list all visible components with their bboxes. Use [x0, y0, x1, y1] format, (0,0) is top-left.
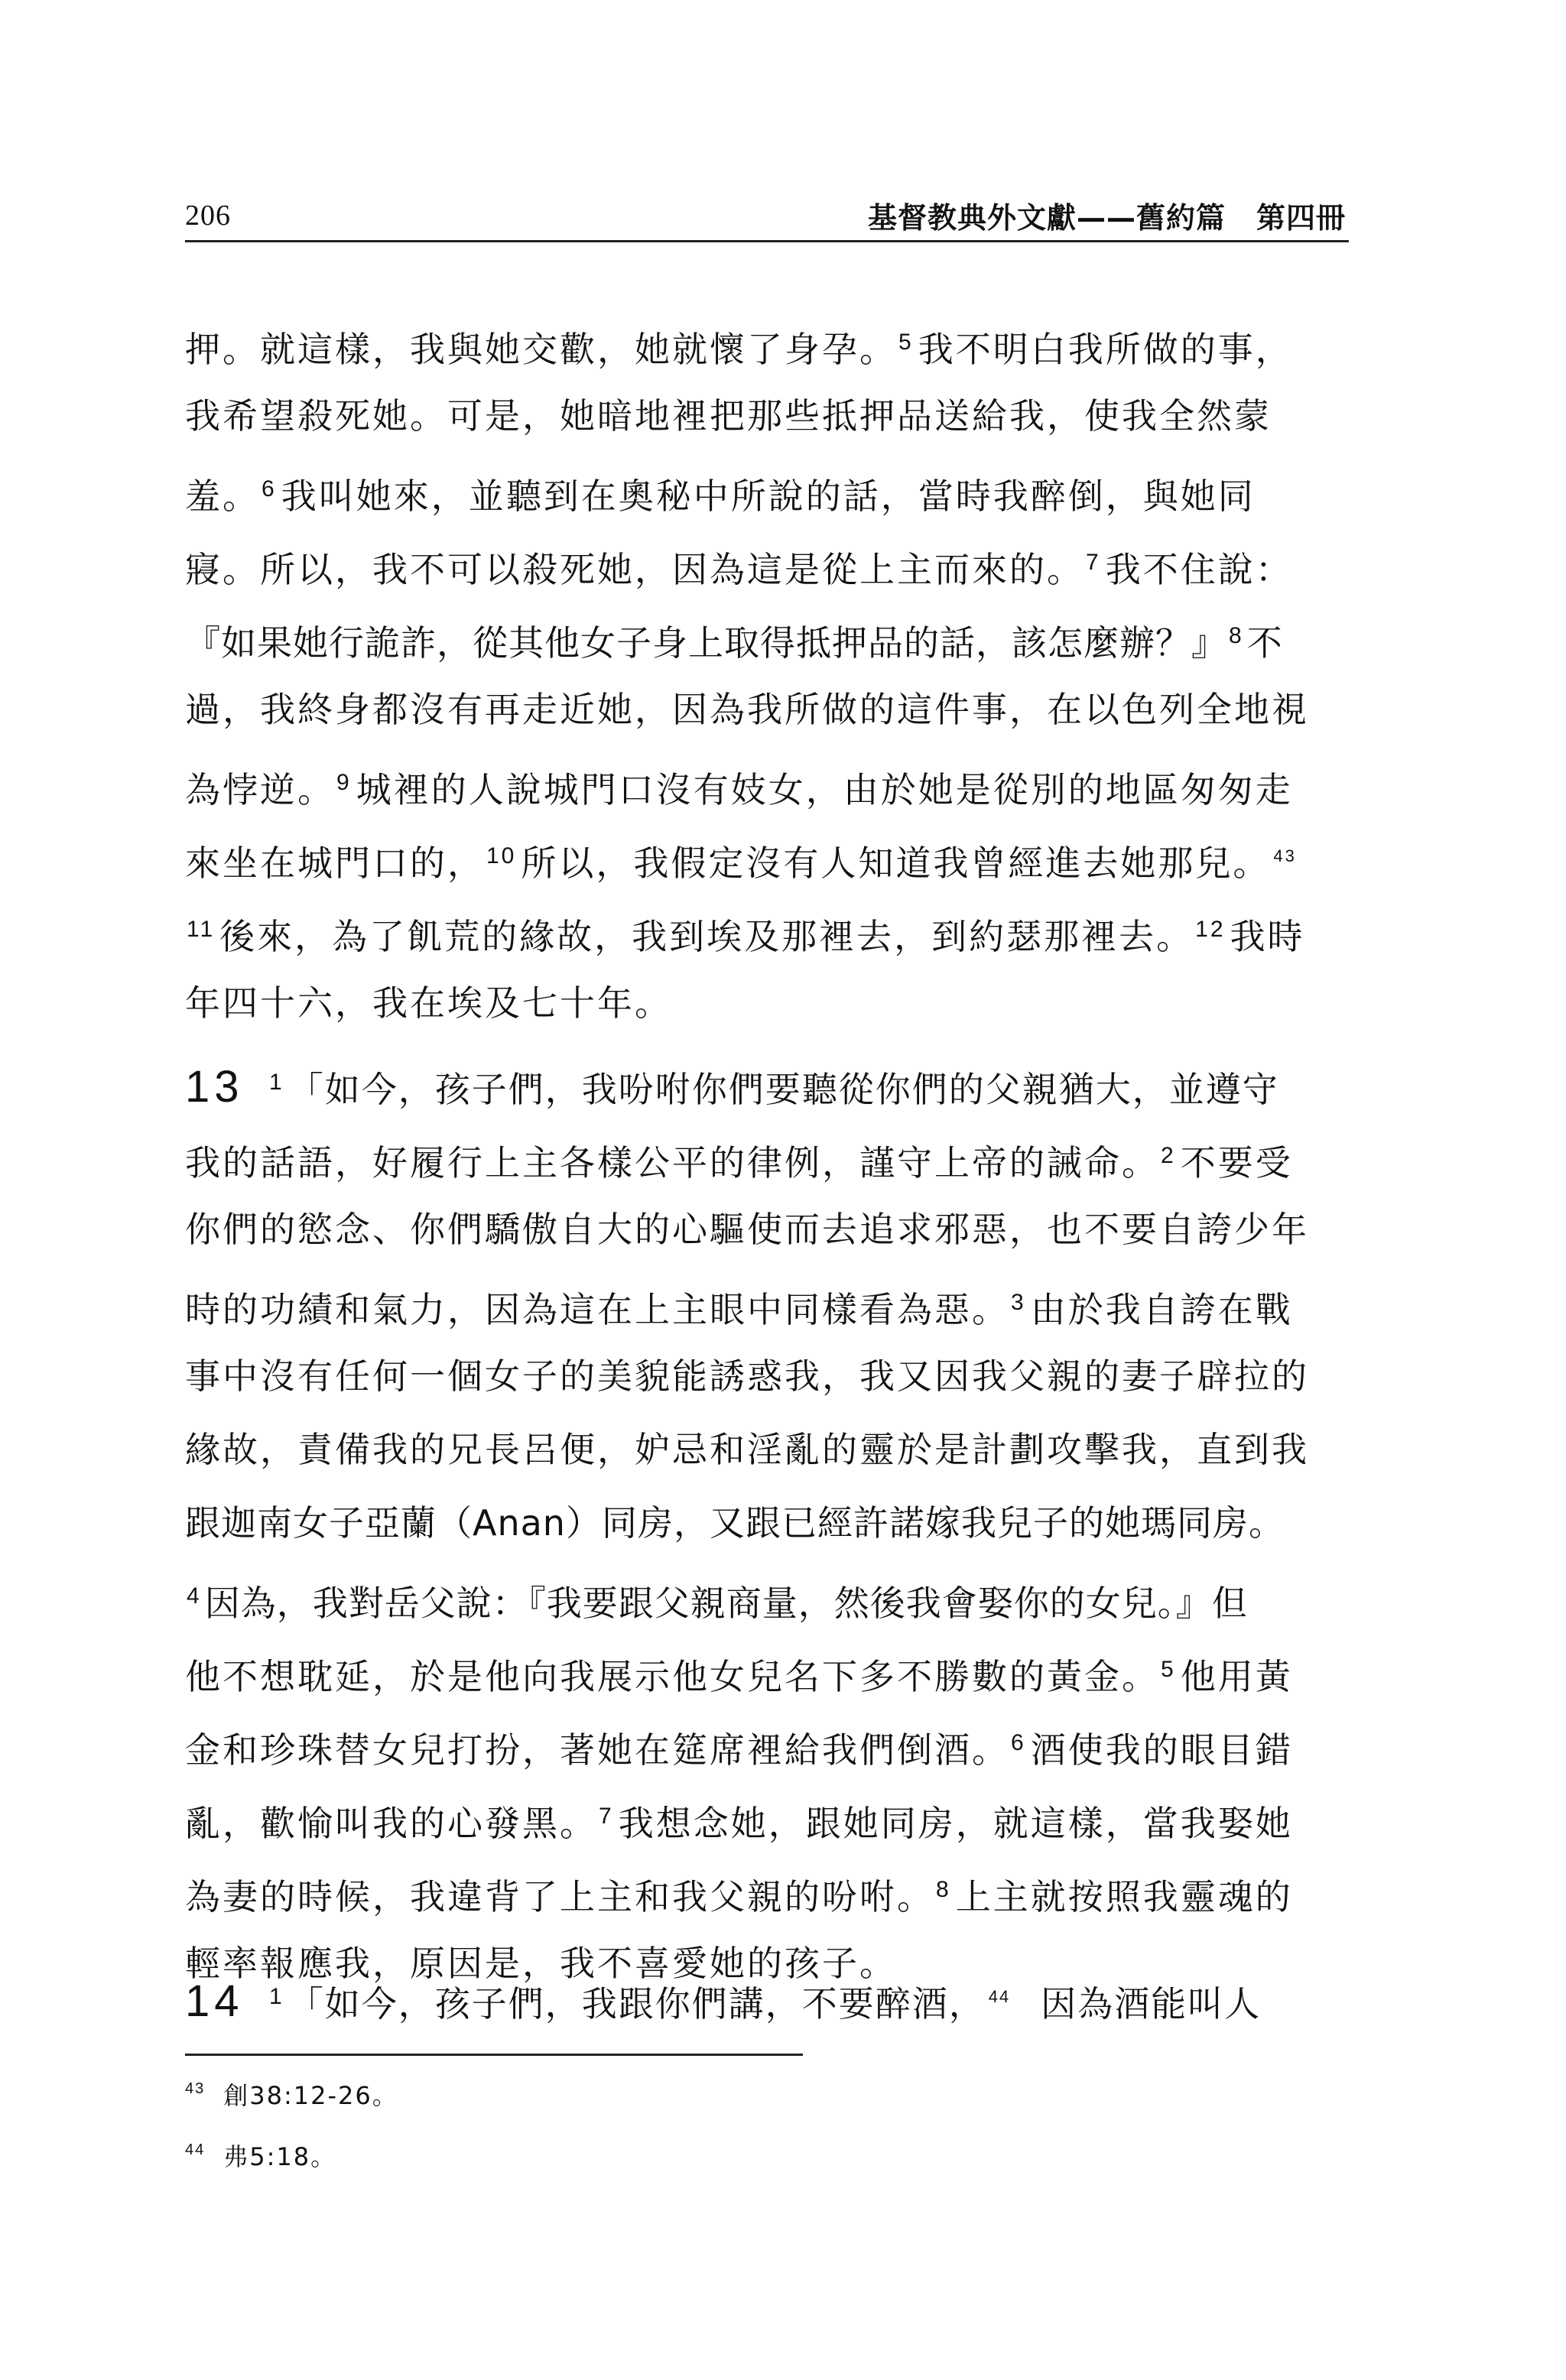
text-line: [185, 1853, 1293, 1927]
verse-text: 我的話語，好履行上主各樣公平的律例，謹守上帝的誡命。: [185, 1142, 1159, 1184]
verse-text: 年四十六，我在埃及七十年。: [185, 982, 672, 1024]
text-line: [185, 820, 1297, 893]
verse-number: 5: [1161, 1657, 1176, 1682]
verse-text: 金和珍珠替女兒打扮，著她在筵席裡給我們倒酒。: [185, 1729, 1009, 1771]
text-line: [185, 1413, 1309, 1486]
text-line: [185, 453, 1256, 526]
verse-text: 我想念她，跟她同房，就這樣，當我娶她: [618, 1803, 1293, 1844]
text-line: [185, 1486, 1285, 1560]
verse-text: 我時: [1230, 916, 1305, 957]
text-line: [185, 1046, 1279, 1119]
verse-text: 上主就按照我靈魂的: [955, 1876, 1293, 1917]
chapter-number: 14: [185, 1976, 244, 2026]
verse-text: 你們的慾念、你們驕傲自大的心驅使而去追求邪惡，也不要自誇少年: [185, 1209, 1309, 1250]
verse-text: 過，我終身都沒有再走近她，因為我所做的這件事，在以色列全地視: [185, 689, 1309, 730]
text-line: [185, 1266, 1293, 1339]
verse-text: 不: [1246, 622, 1283, 664]
text-line: [185, 1780, 1293, 1853]
text-line: [185, 966, 672, 1040]
verse-number: 4: [187, 1583, 200, 1609]
text-line: [185, 599, 1283, 673]
footnote-reference-44[interactable]: 44: [988, 1987, 1011, 2006]
text-line: [185, 1339, 1309, 1413]
verse-text: 來坐在城門口的，: [185, 843, 485, 884]
verse-text: 押。就這樣，我與她交歡，她就懷了身孕。: [185, 329, 897, 370]
verse-text: 羞。: [185, 476, 260, 517]
footnote-43: [185, 2076, 398, 2112]
text-line: [185, 1193, 1309, 1266]
text-line: [185, 526, 1293, 599]
book-title: 基督教典外文獻——舊約篇: [867, 201, 1226, 235]
verse-text: 後來，為了飢荒的緣故，我到埃及那裡去，到約瑟那裡去。: [219, 916, 1194, 957]
verse-text: 時的功績和氣力，因為這在上主眼中同樣看為惡。: [185, 1289, 1009, 1330]
verse-text: 城裡的人說城門口沒有妓女，由於她是從別的地區匆匆走: [356, 769, 1293, 810]
text-line: [185, 1960, 1261, 2034]
verse-text: 緣故，責備我的兄長呂便，妒忌和淫亂的靈於是計劃攻擊我，直到我: [185, 1429, 1309, 1470]
verse-text: 我希望殺死她。可是，她暗地裡把那些抵押品送給我，使我全然蒙: [185, 395, 1272, 437]
verse-number: 1: [269, 1984, 284, 2009]
verse-number: 3: [1011, 1290, 1026, 1315]
verse-number: 7: [1086, 550, 1101, 575]
verse-text: 跟迦南女子亞蘭（Anan）同房，又跟已經許諾嫁我兒子的她瑪同房。: [185, 1502, 1285, 1544]
running-header: [185, 193, 1349, 242]
verse-number: 1: [269, 1070, 284, 1095]
verse-number: 6: [1011, 1730, 1026, 1755]
verse-text: 寢。所以，我不可以殺死她，因為這是從上主而來的。: [185, 549, 1084, 590]
verse-text: 他不想耽延，於是他向我展示他女兒名下多不勝數的黃金。: [185, 1656, 1159, 1697]
footnote-44: [185, 2138, 336, 2173]
verse-text: 亂，歡愉叫我的心發黑。: [185, 1803, 597, 1844]
verse-number: 8: [1229, 623, 1243, 648]
verse-text: 「如今，孩子們，我吩咐你們要聽從你們的父親猶大，並遵守: [288, 1069, 1279, 1110]
verse-text: 為悖逆。: [185, 769, 335, 810]
verse-number: 6: [262, 476, 277, 502]
verse-text: 為妻的時候，我違背了上主和我父親的吩咐。: [185, 1876, 934, 1917]
text-line: [185, 673, 1309, 746]
verse-text: 我不住說：: [1105, 549, 1293, 590]
verse-text: 「如今，孩子們，我跟你們講，不要醉酒，: [288, 1983, 986, 2024]
verse-text: 我不明白我所做的事，: [918, 329, 1293, 370]
volume-label: 第四冊: [1256, 201, 1346, 235]
verse-number: 8: [936, 1877, 951, 1902]
footnote-mark: 44: [185, 2141, 206, 2158]
footnote-reference-43[interactable]: 43: [1273, 846, 1297, 865]
verse-number: 2: [1161, 1143, 1176, 1168]
text-line: [185, 1706, 1293, 1780]
verse-number: 7: [599, 1804, 614, 1829]
verse-number: 5: [898, 330, 914, 355]
verse-text: 所以，我假定沒有人知道我曾經進去她那兒。: [521, 843, 1271, 884]
verse-text: 因為，我對岳父說：『我要跟父親商量，然後我會娶你的女兒。』但: [204, 1583, 1248, 1624]
verse-text: 酒使我的眼目錯: [1030, 1729, 1293, 1771]
running-title: [868, 194, 1346, 236]
verse-text: 輕率報應我，原因是，我不喜愛她的孩子。: [185, 1943, 897, 1984]
verse-text: 不要受: [1180, 1142, 1293, 1184]
footnote-divider: [185, 2054, 803, 2056]
text-line: [185, 893, 1305, 966]
footnote-text: 創38:12-26。: [223, 2081, 398, 2110]
verse-number: 12: [1195, 917, 1226, 942]
text-line: [185, 746, 1293, 820]
verse-text: 因為酒能叫人: [1041, 1983, 1262, 2024]
text-line: [185, 1633, 1293, 1706]
verse-text: 他用黃: [1180, 1656, 1293, 1697]
verse-text: 我叫她來，並聽到在奧秘中所說的話，當時我醉倒，與她同: [281, 476, 1256, 517]
verse-number: 10: [486, 843, 517, 869]
verse-number: 11: [187, 917, 216, 942]
verse-text: 由於我自誇在戰: [1030, 1289, 1293, 1330]
verse-number: 9: [336, 770, 352, 795]
footnote-mark: 43: [185, 2080, 206, 2097]
text-line: [185, 1560, 1248, 1633]
chapter-number: 13: [185, 1062, 244, 1112]
verse-text: 事中沒有任何一個女子的美貌能誘惑我，我又因我父親的妻子辟拉的: [185, 1356, 1309, 1397]
text-line: [185, 379, 1272, 453]
footnote-text: 弗5:18。: [223, 2142, 337, 2171]
page-number: 206: [185, 200, 231, 232]
verse-text: 『如果她行詭詐，從其他女子身上取得抵押品的話，該怎麼辦？』: [185, 622, 1227, 664]
text-line: [185, 306, 1293, 379]
text-line: [185, 1119, 1293, 1193]
